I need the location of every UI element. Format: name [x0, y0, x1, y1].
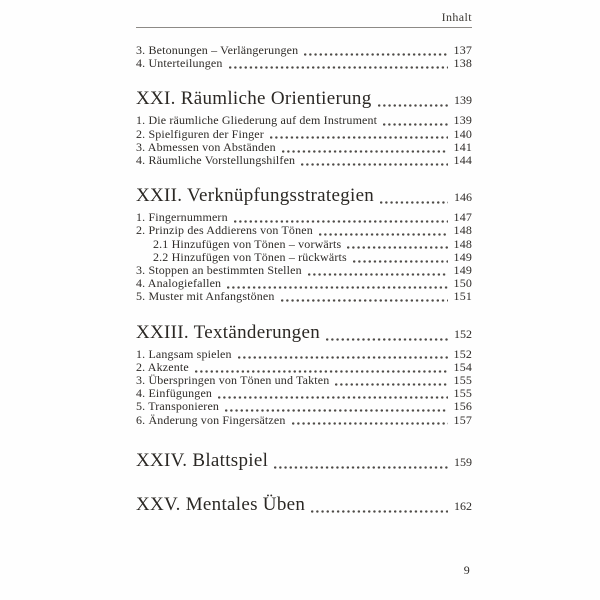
- toc-entry-page: 155: [453, 386, 472, 401]
- toc-entry-label: 1. Langsam spielen: [136, 346, 232, 361]
- toc-entry-page: 151: [453, 289, 472, 304]
- toc-entry-row: [136, 114, 472, 127]
- dot-leader: [335, 383, 448, 386]
- toc-entry-row: [136, 57, 472, 70]
- toc-entry-label: 6. Änderung von Fingersätzen: [136, 412, 286, 427]
- toc-entry-page: 156: [453, 399, 472, 414]
- toc-entry-row: [136, 414, 472, 427]
- running-header: Inhalt: [441, 10, 472, 24]
- dot-leader: [274, 466, 448, 469]
- toc-entry-label: 4. Räumliche Vorstellungshilfen: [136, 153, 296, 168]
- dot-leader: [319, 233, 448, 236]
- toc-section-items: [136, 348, 472, 427]
- toc-entry-page: 148: [453, 236, 472, 251]
- toc-entry-row: [136, 224, 472, 237]
- toc-entry-page: 152: [453, 346, 472, 361]
- toc-entry-label: 2. Prinzip des Addierens von Tönen: [136, 223, 313, 238]
- toc-section: [136, 494, 472, 515]
- toc-entry-label: 1. Die räumliche Gliederung auf dem Instrument: [136, 113, 378, 128]
- dot-leader: [270, 136, 448, 139]
- toc-entry-label: 2. Spielfiguren der Finger: [136, 126, 264, 141]
- toc-section-page: 139: [454, 93, 472, 108]
- toc-entry-label: 3. Überspringen von Tönen und Takten: [136, 373, 330, 388]
- toc-section: [136, 450, 472, 471]
- toc-section-items: [136, 114, 472, 167]
- toc-section-items: [136, 211, 472, 303]
- dot-leader: [218, 396, 448, 399]
- toc-entry-row: [136, 154, 472, 167]
- dot-leader: [353, 260, 448, 263]
- dot-leader: [347, 246, 448, 249]
- toc-section-page: 159: [454, 454, 472, 469]
- toc-entry-label: 2. Akzente: [136, 359, 189, 374]
- toc-section-page: 152: [454, 326, 472, 341]
- toc-entry-page: 144: [453, 153, 472, 168]
- toc-entry-page: 138: [453, 56, 472, 71]
- toc-entry-page: 154: [453, 359, 472, 374]
- toc-section-page: 162: [454, 498, 472, 513]
- dot-leader: [311, 510, 448, 513]
- toc-entry-row: [136, 290, 472, 303]
- toc-section-title: XXV. Mentales Üben: [136, 493, 306, 515]
- toc-entry-page: 137: [453, 43, 472, 57]
- toc-section-title: XXII. Verknüpfungsstrategien: [136, 185, 375, 207]
- toc-entry-page: 148: [453, 223, 472, 238]
- toc-entry-label: 5. Transponieren: [136, 399, 220, 414]
- toc-entry-page: 140: [453, 126, 472, 141]
- toc-entry-page: 155: [453, 373, 472, 388]
- toc-entry-label: 4. Analogiefallen: [136, 276, 222, 291]
- header-rule: [136, 27, 472, 28]
- toc-entry-label: 3. Betonungen – Verlängerungen: [136, 43, 299, 57]
- dot-leader: [282, 150, 448, 153]
- dot-leader: [380, 201, 448, 204]
- toc-entry-label: 2.1 Hinzufügen von Tönen – vorwärts: [153, 236, 342, 251]
- dot-leader: [308, 273, 448, 276]
- dot-leader: [292, 422, 448, 425]
- toc-section-page: 146: [454, 190, 472, 205]
- toc-entry-page: 150: [453, 276, 472, 291]
- toc-section-title: XXIII. Textänderungen: [136, 321, 320, 343]
- toc-entry-row: [136, 128, 472, 141]
- toc-entry-page: 157: [453, 412, 472, 427]
- toc-section-heading: [136, 88, 472, 109]
- toc-entry-page: 147: [453, 210, 472, 225]
- toc-entry-page: 139: [453, 113, 472, 128]
- dot-leader: [301, 163, 448, 166]
- toc-entry-label: 3. Stoppen an bestimmten Stellen: [136, 263, 302, 278]
- toc-content-column: [136, 0, 472, 515]
- toc-entry-label: 2.2 Hinzufügen von Tönen – rückwärts: [153, 249, 347, 264]
- toc-section-title: XXIV. Blattspiel: [136, 449, 269, 471]
- page-number: 9: [463, 563, 470, 577]
- toc-entry-page: 149: [453, 249, 472, 264]
- dot-leader: [225, 409, 448, 412]
- toc-section-heading: [136, 322, 472, 343]
- dot-leader: [304, 53, 448, 56]
- toc-section-heading: [136, 450, 472, 471]
- toc-entry-label: 5. Muster mit Anfangstönen: [136, 289, 275, 304]
- toc-entry-page: 141: [453, 139, 472, 154]
- dot-leader: [326, 338, 448, 341]
- toc-entry-row: [136, 348, 472, 361]
- toc-section: [136, 322, 472, 427]
- dot-leader: [383, 123, 448, 126]
- toc-entry-page: 149: [453, 263, 472, 278]
- toc: [136, 44, 472, 515]
- toc-section: [136, 185, 472, 303]
- toc-entry-label: 4. Einfügungen: [136, 386, 213, 401]
- dot-leader: [238, 356, 448, 359]
- dot-leader: [281, 299, 448, 302]
- toc-entry-label: 4. Unterteilungen: [136, 56, 223, 71]
- toc-section: [136, 88, 472, 167]
- toc-section-heading: [136, 185, 472, 206]
- toc-orphan-items: [136, 44, 472, 70]
- toc-entry-label: 3. Abmessen von Abständen: [136, 139, 276, 154]
- toc-entry-label: 1. Fingernummern: [136, 210, 228, 225]
- toc-section-title: XXI. Räumliche Orientierung: [136, 88, 372, 110]
- dot-leader: [378, 104, 448, 107]
- dot-leader: [229, 66, 448, 69]
- toc-entry-row: [136, 238, 472, 251]
- toc-entry-row: [136, 400, 472, 413]
- toc-section-heading: [136, 494, 472, 515]
